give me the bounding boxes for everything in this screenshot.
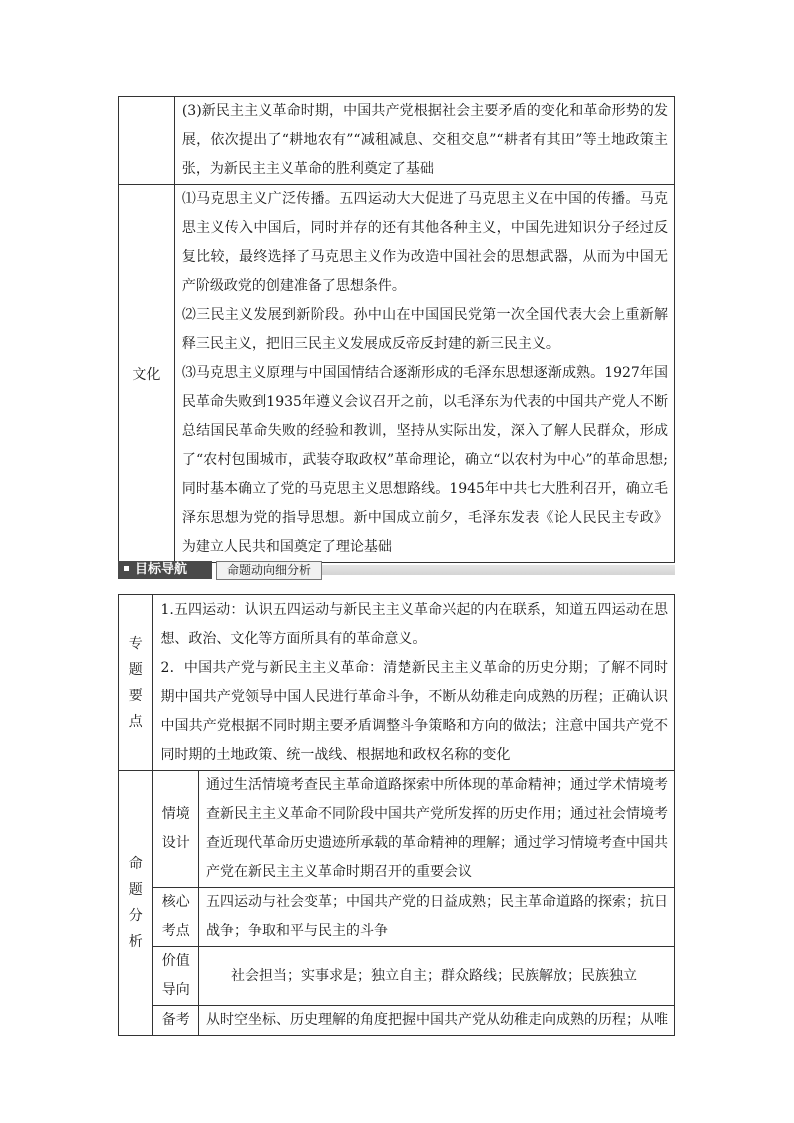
row-label-analysis — [119, 771, 153, 1036]
sub-label-text: 备考 — [161, 1012, 190, 1028]
label-char: 命 — [128, 856, 143, 872]
row-content — [153, 595, 675, 771]
sub-content — [199, 771, 675, 888]
sub-label — [153, 888, 199, 947]
section-banner — [118, 561, 675, 579]
paragraph: 1.五四运动：认识五四运动与新民主主义革命兴起的内在联系，知道五四运动在思想、政治、文化等方面所具有的革命意义。 — [160, 602, 668, 647]
sub-label — [153, 771, 199, 888]
paragraph: ⑵三民主义发展到新阶段。孙中山在中国国民党第一次全国代表大会上重新解释三民主义，把旧三民主义发展成反帝反封建的新三民主义。 — [181, 307, 668, 352]
banner-subtitle: 命题动向细分析 — [216, 561, 322, 580]
table-row — [119, 1006, 675, 1036]
content-table-bottom — [118, 594, 675, 1036]
label-char: 题 — [128, 882, 143, 898]
table-row — [119, 595, 675, 771]
sub-label-text: 考点 — [161, 923, 190, 939]
label-char: 析 — [128, 934, 143, 950]
paragraph: 社会担当；实事求是；独立自主；群众路线；民族解放；民族独立 — [231, 967, 637, 984]
paragraph: 从时空坐标、历史理解的角度把握中国共产党从幼稚走向成熟的历程；从唯 — [206, 1012, 668, 1028]
square-icon — [124, 566, 129, 571]
row-label — [119, 97, 175, 185]
sub-label — [153, 1006, 199, 1036]
paragraph: ⑶马克思主义原理与中国国情结合逐渐形成的毛泽东思想逐渐成熟。1927年国民革命失败到1935年遵义会议召开之前，以毛泽东为代表的中国共产党人不断总结国民革命失败的经验和教训，坚持从实际出发，深入了解人民群众，形成了“农村包围城市，武装夺取政权”革命理论，确立“以农村为中心”的革命思想;同时基本确立了党的马克思主义思想路线。1945年中共七大胜利召开，确立毛泽东思想为党的指导思想。新中国成立前夕，毛泽东发表《论人民民主专政》为建立人民共和国奠定了理论基础 — [181, 365, 669, 555]
table-row — [119, 185, 675, 563]
sub-label-text: 设计 — [161, 835, 190, 851]
label-char: 分 — [128, 908, 143, 924]
table-row — [119, 947, 675, 1006]
table-row — [119, 888, 675, 947]
row-label-focus — [119, 595, 153, 771]
sub-content — [199, 888, 675, 947]
table-row — [119, 771, 675, 888]
banner-title-text: 目标导航 — [135, 562, 188, 577]
sub-label-text: 导向 — [161, 982, 190, 998]
sub-content — [199, 947, 675, 1006]
banner-rule — [322, 565, 675, 575]
sub-label-text: 情境 — [161, 806, 190, 822]
row-content — [174, 185, 674, 563]
sub-content — [199, 1006, 675, 1036]
label-char: 题 — [128, 661, 143, 678]
row-label-culture: 文化 — [119, 185, 175, 563]
label-char: 专 — [128, 635, 143, 652]
sub-label-text: 价值 — [161, 953, 190, 969]
label-char: 点 — [128, 713, 143, 730]
row-content — [174, 97, 674, 185]
sub-label-text: 核心 — [161, 894, 190, 910]
paragraph: ⑴马克思主义广泛传播。五四运动大大促进了马克思主义在中国的传播。马克思主义传入中国后，同时并存的还有其他各种主义，中国先进知识分子经过反复比较，最终选择了马克思主义作为改造中国社会的思想武器，从而为中国无产阶级政党的创建准备了思想条件。 — [181, 191, 668, 294]
paragraph: 通过生活情境考查民主革命道路探索中所体现的革命精神；通过学术情境考查新民主主义革命不同阶段中国共产党所发挥的历史作用；通过社会情境考查近现代革命历史遗迹所承载的革命精神的理解；通过学习情境考查中国共产党在新民主主义革命时期召开的重要会议 — [206, 777, 668, 880]
paragraph: 五四运动与社会变革；中国共产党的日益成熟；民主革命道路的探索；抗日战争；争取和平与民主的斗争 — [206, 894, 668, 939]
banner-title — [118, 561, 212, 579]
paragraph: (3)新民主主义革命时期，中国共产党根据社会主要矛盾的变化和革命形势的发展，依次提出了“耕地农有”“减租减息、交租交息”“耕者有其田”等土地政策主张，为新民主主义革命的胜利奠定了基础 — [181, 103, 668, 177]
table-row — [119, 97, 675, 185]
content-table-top — [118, 96, 675, 563]
sub-label — [153, 947, 199, 1006]
paragraph: 2．中国共产党与新民主主义革命：清楚新民主主义革命的历史分期；了解不同时期中国共产党领导中国人民进行革命斗争，不断从幼稚走向成熟的历程；正确认识中国共产党根据不同时期主要矛盾调整斗争策略和方向的做法；注意中国共产党不同时期的土地政策、统一战线、根据地和政权名称的变化 — [160, 660, 668, 763]
label-char: 要 — [128, 687, 143, 704]
